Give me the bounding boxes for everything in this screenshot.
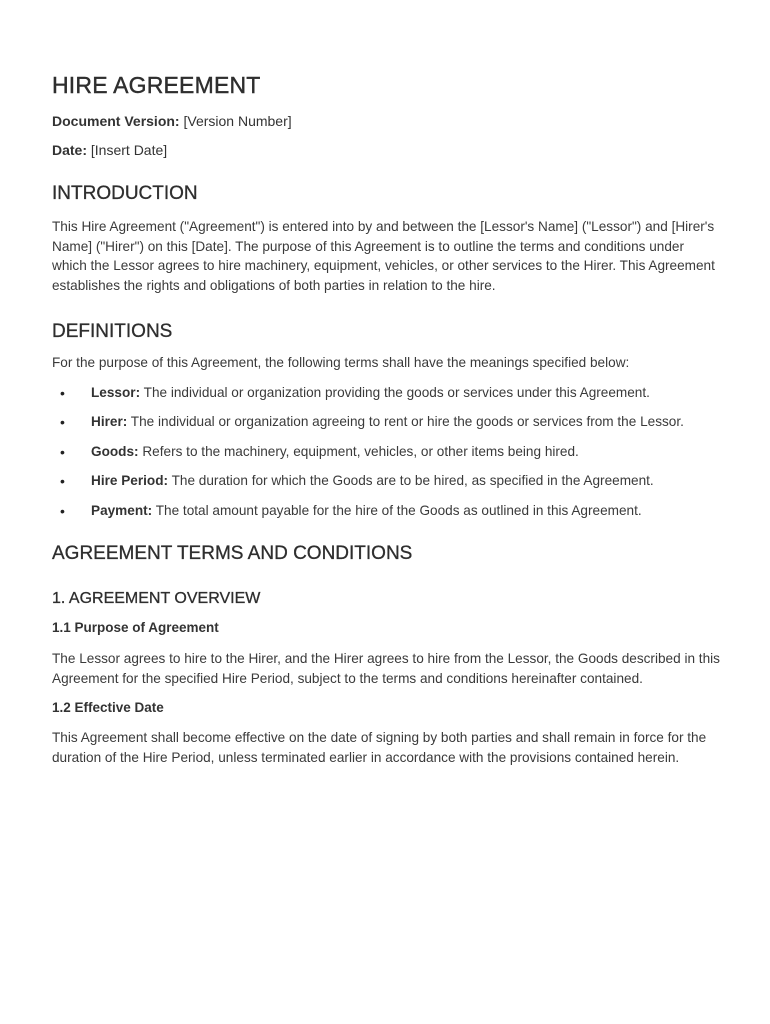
list-item xyxy=(52,383,722,403)
definition-term: Payment: xyxy=(91,502,153,518)
date-label: Date: xyxy=(52,142,88,158)
document-version xyxy=(52,112,722,130)
list-item xyxy=(52,501,722,521)
introduction-text: This Hire Agreement ("Agreement") is entered into by and between the [Lessor's Name] ("Lessor") and [Hirer's Name] ("Hirer") on this [Date]. The purpose of this Agreement is to outline the terms and conditions under which the Lessor agrees to hire machinery, equipment, vehicles, or other services to the Hirer. This Agreement establishes the rights and obligations of both parties in relation to the hire. xyxy=(52,219,715,293)
date-value: [Insert Date] xyxy=(90,142,168,158)
definition-text: The total amount payable for the hire of the Goods as outlined in this Agreement. xyxy=(155,502,642,518)
version-label: Document Version: xyxy=(52,113,180,129)
definition-term: Goods: xyxy=(91,443,139,459)
definitions-intro: For the purpose of this Agreement, the following terms shall have the meanings specified below: xyxy=(52,355,630,370)
bullet-icon: • xyxy=(60,443,65,460)
bullet-icon: • xyxy=(60,473,65,489)
list-item xyxy=(52,471,722,491)
purpose-heading: 1.1 Purpose of Agreement xyxy=(52,620,219,635)
definition-term: Lessor: xyxy=(91,384,141,400)
introduction-heading: INTRODUCTION xyxy=(52,183,198,204)
definition-text: Refers to the machinery, equipment, vehicles, or other items being hired. xyxy=(142,443,579,459)
bullet-icon: • xyxy=(60,414,65,430)
terms-heading: AGREEMENT TERMS AND CONDITIONS xyxy=(52,543,413,564)
document-title: HIRE AGREEMENT xyxy=(52,72,261,98)
definition-text: The individual or organization providing the goods or services under this Agreement. xyxy=(143,384,650,400)
document-date xyxy=(52,141,722,159)
list-item xyxy=(52,412,722,432)
purpose-text: The Lessor agrees to hire to the Hirer, and the Hirer agrees to hire from the Lessor, the Goods described in this Agreement for the specified Hire Period, subject to the terms and conditions hereinafter contained. xyxy=(52,651,720,686)
version-value: [Version Number] xyxy=(183,113,292,129)
document-page xyxy=(52,70,722,767)
definitions-list xyxy=(52,383,722,521)
list-item xyxy=(52,442,722,462)
effective-date-text: This Agreement shall become effective on the date of signing by both parties and shall remain in force for the duration of the Hire Period, unless terminated earlier in accordance with the provisions contained herein. xyxy=(52,730,707,765)
bullet-icon: • xyxy=(60,384,65,401)
effective-date-heading: 1.2 Effective Date xyxy=(52,700,164,715)
definitions-heading: DEFINITIONS xyxy=(52,321,173,342)
bullet-icon: • xyxy=(60,502,65,519)
overview-heading: 1. AGREEMENT OVERVIEW xyxy=(52,590,261,607)
definition-text: The duration for which the Goods are to be hired, as specified in the Agreement. xyxy=(171,473,654,488)
definition-term: Hire Period: xyxy=(91,473,169,488)
definition-term: Hirer: xyxy=(91,414,128,429)
definition-text: The individual or organization agreeing to rent or hire the goods or services from the Lessor. xyxy=(130,414,684,429)
